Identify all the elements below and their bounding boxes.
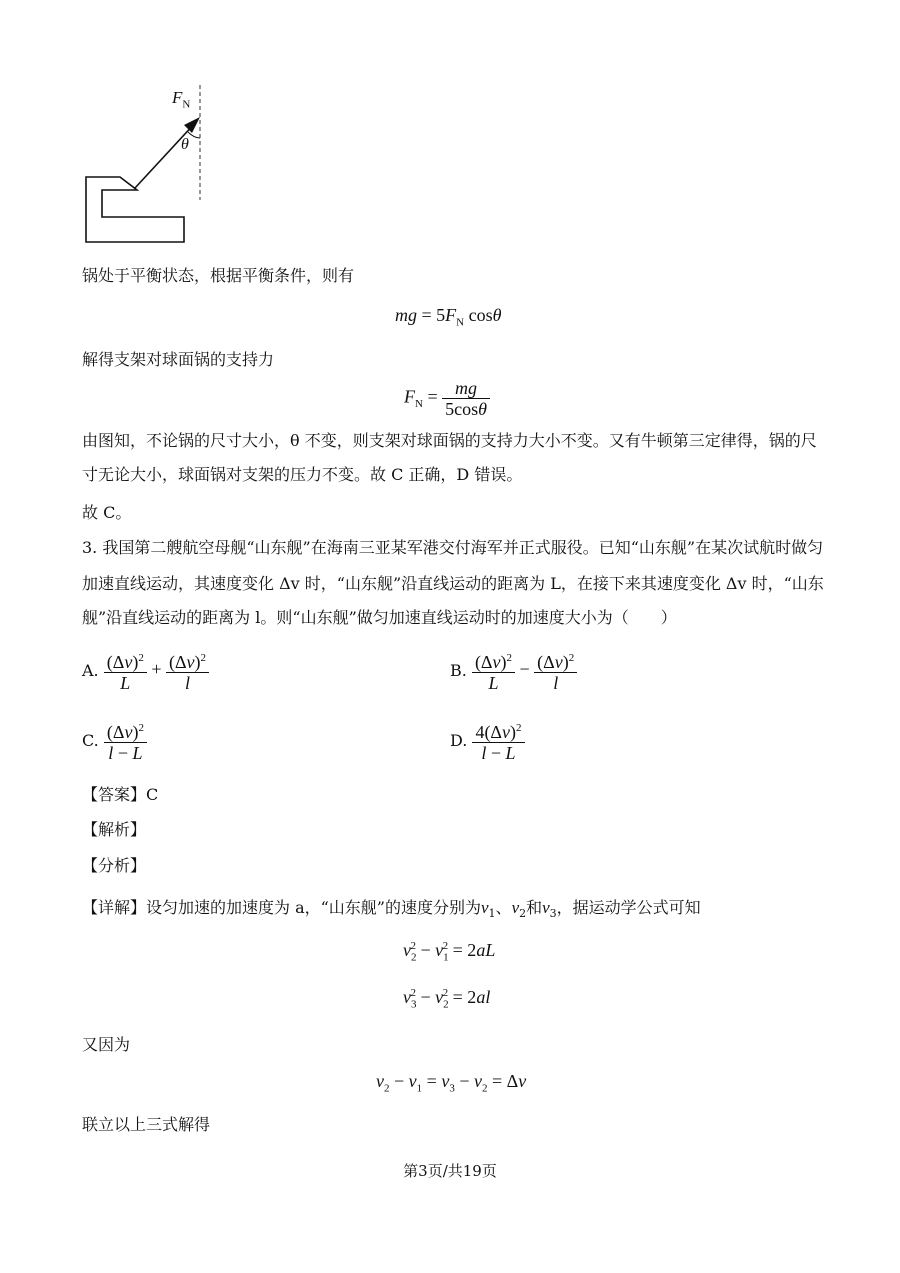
detail-line: 【详解】设匀加速的加速度为 a，“山东舰”的速度分别为$v_1$、$v_2$和$v_3$，据运动学公式可知 <box>82 898 701 921</box>
angle-label: θ <box>181 136 189 153</box>
fenxi-heading: 【分析】 <box>82 856 147 875</box>
force-label: $F_N$ <box>172 88 191 111</box>
equation-support-force: $F_N$ = $\frac{mg}{5\cos\theta}$ <box>404 378 490 419</box>
force-arrow-line <box>135 122 196 188</box>
equation-kinematic-2: $v_3^2 - v_2^2 = 2al$ <box>403 987 491 1011</box>
question-line1: 3. 我国第二艘航空母舰“山东舰”在海南三亚某军港交付海军并正式服役。已知“山东舰”在某次试航时做匀 <box>82 538 824 557</box>
paragraph-conclusion-line1: 由图知，不论锅的尺寸大小，θ 不变，则支架对球面锅的支持力大小不变。又有牛顿第三定律得，锅的尺 <box>82 431 817 450</box>
page-footer: 第3页/共19页 <box>403 1162 497 1180</box>
force-diagram <box>80 82 220 247</box>
option-a[interactable]: A. $\frac{(\Delta v)^2}{L}$ + $\frac{(\Delta v)^2}{l}$ <box>82 648 209 693</box>
equation-kinematic-1: $v_2^2 - v_1^2 = 2aL$ <box>403 940 496 964</box>
equation-balance: mg = $5F_N$ cosθ <box>395 305 502 329</box>
question-line3: 舰”沿直线运动的距离为 l。则“山东舰”做匀加速直线运动时的加速度大小为（ ） <box>82 608 677 627</box>
combine-line: 联立以上三式解得 <box>82 1115 211 1134</box>
bracket-shape <box>86 177 184 242</box>
option-c[interactable]: C. $\frac{(\Delta v)^2}{l - L}$ <box>82 718 147 763</box>
paragraph-conclusion-line2: 寸无论大小，球面锅对支架的压力不变。故 C 正确，D 错误。 <box>82 465 523 484</box>
option-b[interactable]: B. $\frac{(\Delta v)^2}{L}$ − $\frac{(\Delta v)^2}{l}$ <box>450 648 577 693</box>
answer-line: 【答案】C <box>82 785 159 804</box>
again-line: 又因为 <box>82 1035 131 1054</box>
question-line2: 加速直线运动，其速度变化 Δv 时，“山东舰”沿直线运动的距离为 L，在接下来其速度变化 Δv 时，“山东 <box>82 574 824 593</box>
force-arrowhead <box>184 117 200 133</box>
option-d[interactable]: D. $\frac{4(\Delta v)^2}{l - L}$ <box>450 718 525 763</box>
equation-velocity-change: $v_2 - v_1 = v_3 - v_2 = \Delta v$ <box>376 1071 527 1095</box>
angle-arc <box>188 132 200 138</box>
analysis-heading: 【解析】 <box>82 820 147 839</box>
paragraph-answer-c: 故 C。 <box>82 503 132 522</box>
paragraph-balance: 锅处于平衡状态，根据平衡条件，则有 <box>82 266 355 285</box>
paragraph-support-force: 解得支架对球面锅的支持力 <box>82 350 275 369</box>
